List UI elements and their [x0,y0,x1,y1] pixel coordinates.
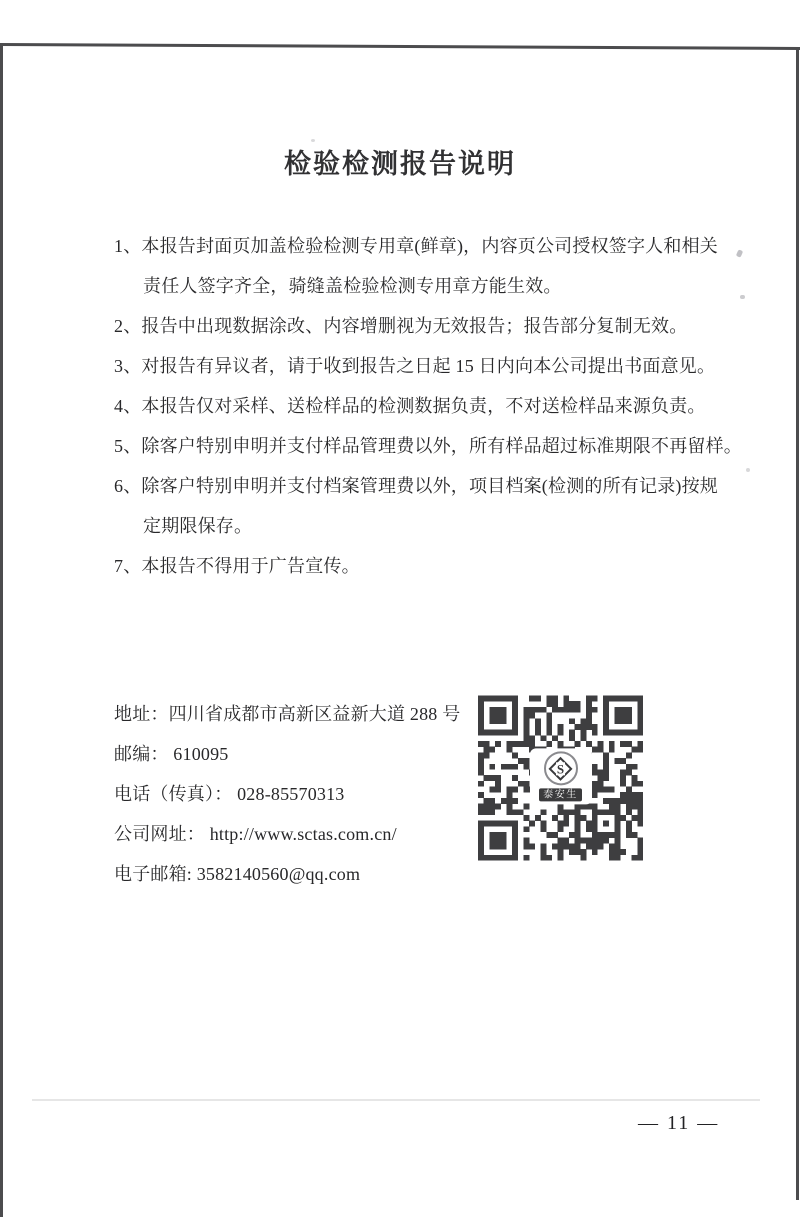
contact-block [114,694,474,894]
note-2: 2、报告中出现数据涂改、内容增删视为无效报告；报告部分复制无效。 [114,316,688,336]
page-number: — 11 — [638,1112,720,1134]
qr-logo-circle-icon [544,751,578,785]
contact-postal-code: 邮编： 610095 [114,744,229,764]
scan-edge-right [796,47,799,1200]
qr-logo [530,748,592,804]
qr-code [478,694,643,862]
scan-speck [740,295,745,299]
qr-logo-letter: S [556,760,565,776]
contact-website: 公司网址： http://www.sctas.com.cn/ [114,824,397,844]
page-title: 检验检测报告说明 [284,149,516,179]
note-7: 7、本报告不得用于广告宣传。 [114,556,360,576]
note-1-line-2: 责任人签字齐全，骑缝盖检验检测专用章方能生效。 [143,276,562,296]
note-6-line-2: 定期限保存。 [143,516,253,536]
scan-speck [311,139,315,142]
notes-list [114,226,754,586]
note-5: 5、除客户特别申明并支付样品管理费以外，所有样品超过标准期限不再留样。 [114,436,742,456]
scan-speck [746,468,750,472]
note-4: 4、本报告仅对采样、送检样品的检测数据负责，不对送检样品来源负责。 [114,396,706,416]
contact-phone-fax: 电话（传真）： 028-85570313 [114,784,345,804]
scan-edge-left [0,44,3,1217]
note-1-line-1: 1、本报告封面页加盖检验检测专用章(鲜章)，内容页公司授权签字人和相关 [114,236,718,256]
contact-email: 电子邮箱: 3582140560@qq.com [114,864,361,884]
contact-address: 地址：四川省成都市高新区益新大道 288 号 [114,704,461,724]
qr-logo-label: 泰安生 [539,788,582,801]
note-3: 3、对报告有异议者，请于收到报告之日起 15 日内向本公司提出书面意见。 [114,356,716,376]
note-6-line-1: 6、除客户特别申明并支付档案管理费以外，项目档案(检测的所有记录)按规 [114,476,718,496]
scan-edge-top [0,43,800,50]
footer-rule [32,1099,760,1101]
